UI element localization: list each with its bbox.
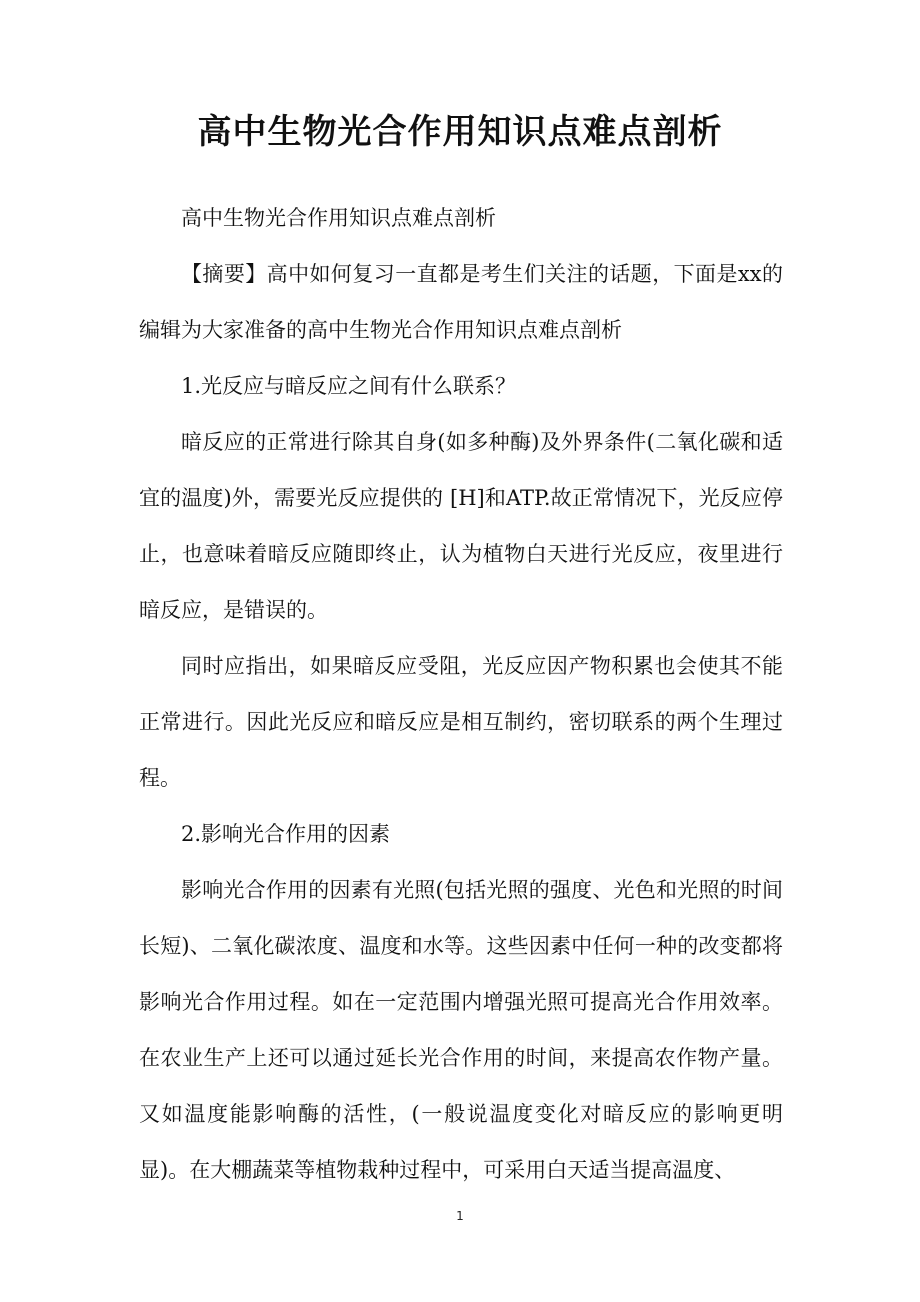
paragraph-dark-reaction: 暗反应的正常进行除其自身(如多种酶)及外界条件(二氧化碳和适宜的温度)外，需要光反应提供的 [H]和ATP.故正常情况下，光反应停止，也意味着暗反应随即终止，认为植物白天进行光反应，夜里进行暗反应，是错误的。 bbox=[139, 430, 783, 622]
paragraph-subtitle: 高中生物光合作用知识点难点剖析 bbox=[181, 206, 496, 230]
document-title: 高中生物光合作用知识点难点剖析 bbox=[197, 112, 723, 152]
paragraph-abstract: 【摘要】高中如何复习一直都是考生们关注的话题，下面是xx的编辑为大家准备的高中生物光合作用知识点难点剖析 bbox=[139, 262, 783, 342]
paragraph-factors: 影响光合作用的因素有光照(包括光照的强度、光色和光照的时间长短)、二氧化碳浓度、温度和水等。这些因素中任何一种的改变都将影响光合作用过程。如在一定范围内增强光照可提高光合作用效率。在农业生产上还可以通过延长光合作用的时间，来提高农作物产量。又如温度能影响酶的活性，(一般说温度变化对暗反应的影响更明显)。在大棚蔬菜等植物栽种过程中，可采用白天适当提高温度、 bbox=[139, 878, 783, 1182]
section-heading-2: 2.影响光合作用的因素 bbox=[181, 822, 391, 846]
section-heading-1: 1.光反应与暗反应之间有什么联系？ bbox=[181, 374, 517, 398]
page-number: 1 bbox=[456, 1209, 464, 1223]
paragraph-interrelation: 同时应指出，如果暗反应受阻，光反应因产物积累也会使其不能正常进行。因此光反应和暗反应是相互制约，密切联系的两个生理过程。 bbox=[139, 654, 783, 790]
document-body bbox=[139, 190, 783, 1198]
